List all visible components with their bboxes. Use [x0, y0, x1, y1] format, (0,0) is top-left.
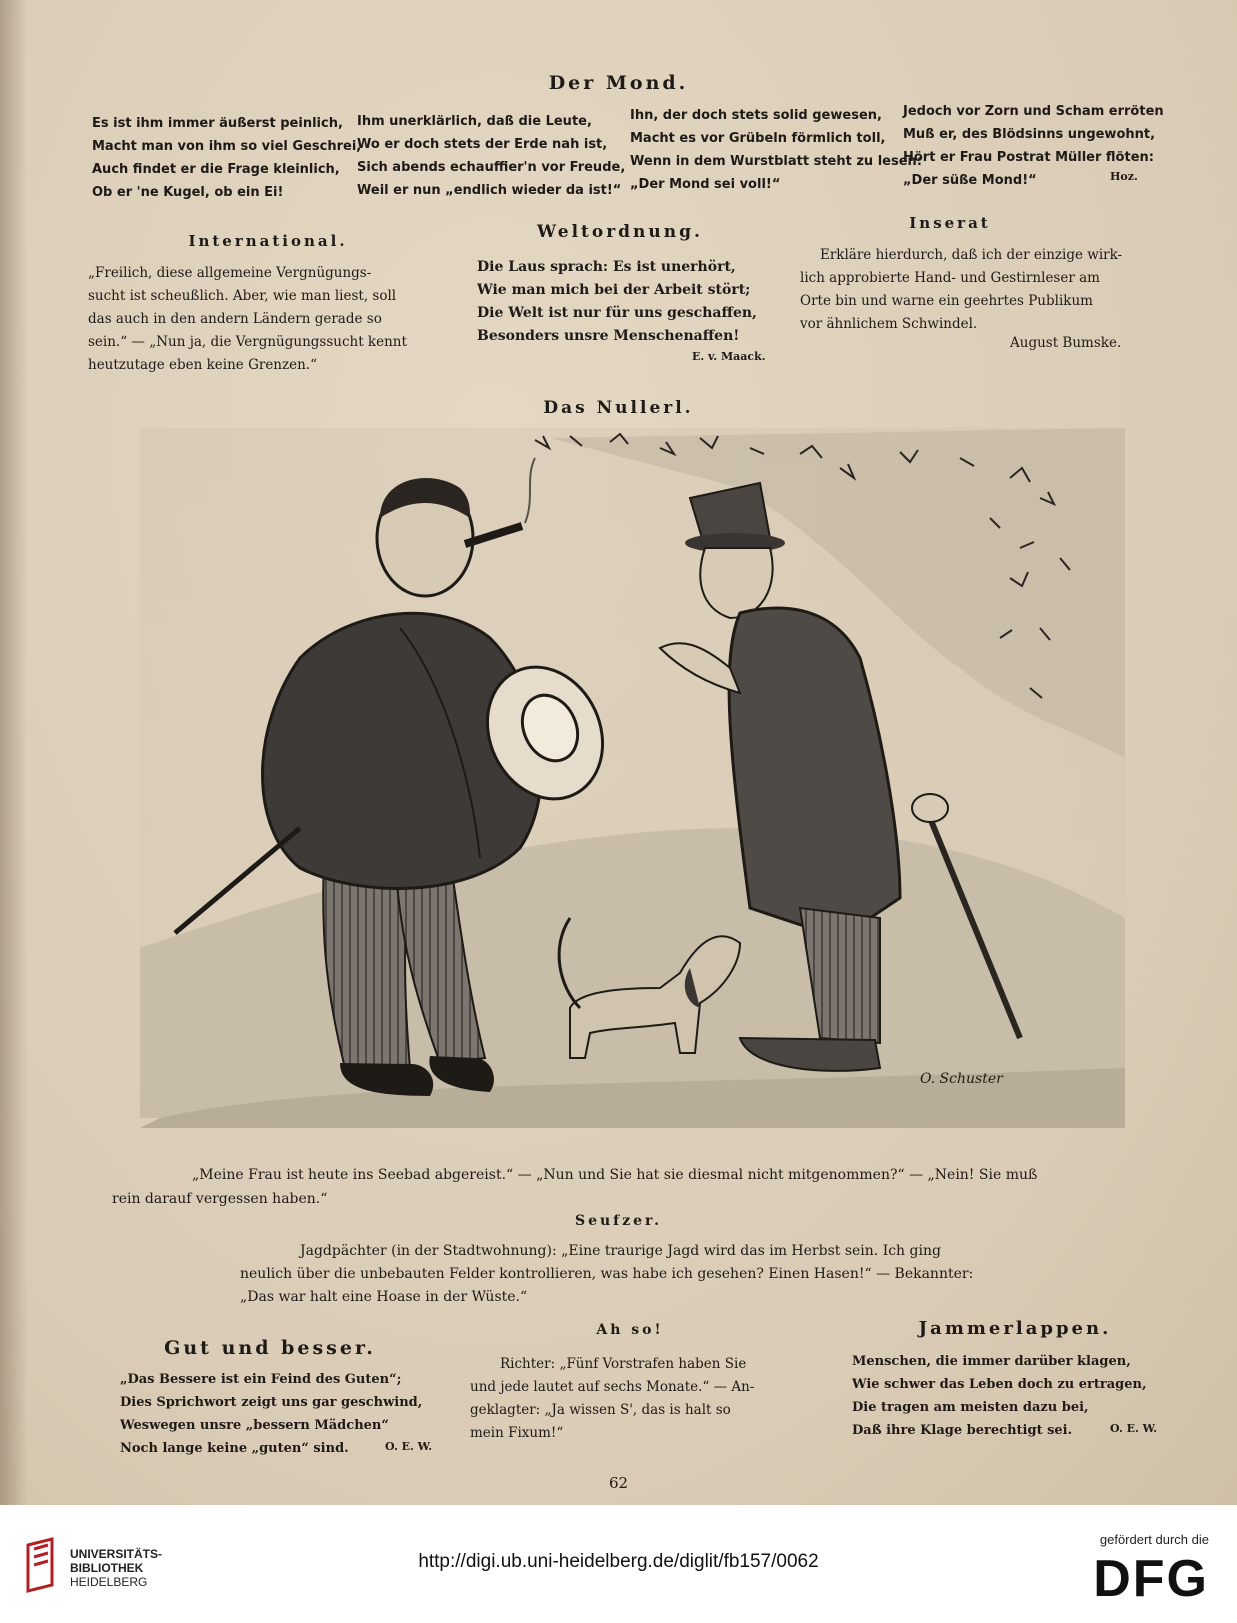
permalink-url[interactable]: http://digi.ub.uni-heidelberg.de/diglit/fb157/0062: [418, 1551, 819, 1572]
mond-line: Jedoch vor Zorn und Scham erröten: [903, 104, 1164, 119]
gut-line: Weswegen unsre „bessern Mädchen“: [120, 1418, 389, 1433]
funding-label: gefördert durch die: [1099, 1532, 1209, 1547]
nullerl-caption: [112, 1163, 1037, 1211]
weltordnung-title: Weltordnung.: [537, 222, 703, 242]
library-name-line: BIBLIOTHEK: [70, 1561, 144, 1575]
mond-col2: [357, 110, 625, 202]
mond-title: Der Mond.: [548, 72, 689, 94]
weltordnung-line: Besonders unsre Menschenaffen!: [477, 328, 740, 344]
gut-signature: O. E. W.: [385, 1440, 433, 1453]
ahso-line: Richter: „Fünf Vorstrafen haben Sie: [500, 1356, 747, 1372]
page-number: 62: [608, 1474, 629, 1492]
gut-title: Gut und besser.: [164, 1337, 376, 1359]
dfg-logo: DFG: [1093, 1550, 1209, 1608]
mond-line: Weil er nun „endlich wieder da ist!“: [357, 183, 622, 198]
international-title: International.: [188, 232, 348, 250]
seufzer-line: „Das war halt eine Hoase in der Wüste.“: [240, 1289, 528, 1305]
mond-col1: [92, 112, 361, 204]
mond-line: Es ist ihm immer äußerst peinlich,: [92, 116, 343, 131]
mond-line: Ihm unerklärlich, daß die Leute,: [357, 114, 592, 129]
international-text: [88, 262, 407, 377]
international-line: sucht ist scheußlich. Aber, wie man liest, soll: [88, 288, 397, 304]
mond-line: Sich abends echauffier'n vor Freude,: [357, 160, 626, 175]
mond-line: Wo er doch stets der Erde nah ist,: [357, 137, 608, 152]
inserat-signature: August Bumske.: [1010, 335, 1122, 351]
gut-text: [120, 1368, 422, 1460]
mond-col3: [630, 104, 922, 196]
mond-line: Hört er Frau Postrat Müller flöten:: [903, 150, 1154, 165]
gut-line: Dies Sprichwort zeigt uns gar geschwind,: [120, 1395, 423, 1410]
weltordnung-signature: E. v. Maack.: [692, 350, 766, 363]
mond-line: „Der süße Mond!“: [903, 173, 1037, 188]
mond-line: Auch findet er die Frage kleinlich,: [92, 162, 340, 177]
ahso-line: mein Fixum!“: [470, 1425, 564, 1441]
mond-line: „Der Mond sei voll!“: [630, 177, 781, 192]
caption-line: „Meine Frau ist heute ins Seebad abgereist.“ — „Nun und Sie hat sie diesmal nicht mitgenommen?“ — „Nein! Sie muß: [192, 1167, 1038, 1183]
seufzer-line: neulich über die unbebauten Felder kontrollieren, was habe ich gesehen? Einen Hasen!“ — Bekannter:: [240, 1266, 974, 1282]
jammer-line: Menschen, die immer darüber klagen,: [852, 1354, 1131, 1369]
inserat-title: Inserat: [909, 214, 991, 232]
jammer-line: Die tragen am meisten dazu bei,: [852, 1400, 1089, 1415]
mond-line: Macht man von ihm so viel Geschrei,: [92, 139, 362, 154]
ahso-text: [470, 1353, 754, 1445]
inserat-line: Orte bin und warne ein geehrtes Publikum: [800, 293, 1093, 309]
mond-signature: Hoz.: [1110, 170, 1138, 183]
footer-bar: [0, 1505, 1237, 1623]
weltordnung-line: Die Welt ist nur für uns geschaffen,: [477, 305, 757, 321]
ahso-line: geklagter: „Ja wissen S', das is halt so: [470, 1402, 731, 1418]
weltordnung-text: [477, 256, 757, 348]
seufzer-text: [240, 1240, 973, 1309]
weltordnung-line: Wie man mich bei der Arbeit stört;: [477, 282, 751, 298]
artist-signature: O. Schuster: [920, 1071, 1003, 1087]
cartoon-illustration: [140, 428, 1125, 1128]
inserat-line: lich approbierte Hand- und Gestirnleser am: [800, 270, 1100, 286]
jammer-text: [852, 1350, 1147, 1442]
mond-line: Muß er, des Blödsinns ungewohnt,: [903, 127, 1156, 142]
jammer-line: Daß ihre Klage berechtigt sei.: [852, 1423, 1073, 1438]
mond-line: Macht es vor Grübeln förmlich toll,: [630, 131, 886, 146]
gut-line: Noch lange keine „guten“ sind.: [120, 1441, 349, 1456]
caption-line: rein darauf vergessen haben.“: [112, 1191, 328, 1207]
international-line: das auch in den andern Ländern gerade so: [88, 311, 382, 327]
jammer-signature: O. E. W.: [1110, 1422, 1158, 1435]
international-line: heutzutage eben keine Grenzen.“: [88, 357, 317, 373]
ahso-line: und jede lautet auf sechs Monate.“ — An-: [470, 1379, 755, 1395]
nullerl-title: Das Nullerl.: [543, 398, 694, 418]
inserat-line: Erkläre hierdurch, daß ich der einzige wirk-: [820, 247, 1123, 263]
mond-line: Ob er 'ne Kugel, ob ein Ei!: [92, 185, 284, 200]
weltordnung-line: Die Laus sprach: Es ist unerhört,: [477, 259, 736, 275]
jammer-line: Wie schwer das Leben doch zu ertragen,: [852, 1377, 1147, 1392]
library-name-line: HEIDELBERG: [70, 1575, 148, 1589]
international-line: sein.“ — „Nun ja, die Vergnügungssucht kennt: [88, 334, 407, 350]
seufzer-title: Seufzer.: [574, 1213, 663, 1229]
jammer-title: Jammerlappen.: [918, 1318, 1112, 1339]
mond-line: Ihn, der doch stets solid gewesen,: [630, 108, 882, 123]
inserat-text: [800, 244, 1122, 336]
international-line: „Freilich, diese allgemeine Vergnügungs-: [88, 265, 372, 281]
seufzer-line: Jagdpächter (in der Stadtwohnung): „Eine traurige Jagd wird das im Herbst sein. Ich ging: [300, 1243, 941, 1259]
library-name-line: UNIVERSITÄTS-: [70, 1547, 163, 1561]
mond-line: Wenn in dem Wurstblatt steht zu lesen:: [630, 154, 922, 169]
inserat-line: vor ähnlichem Schwindel.: [800, 316, 978, 332]
gut-line: „Das Bessere ist ein Feind des Guten“;: [120, 1372, 402, 1387]
ahso-title: Ah so!: [596, 1322, 664, 1338]
